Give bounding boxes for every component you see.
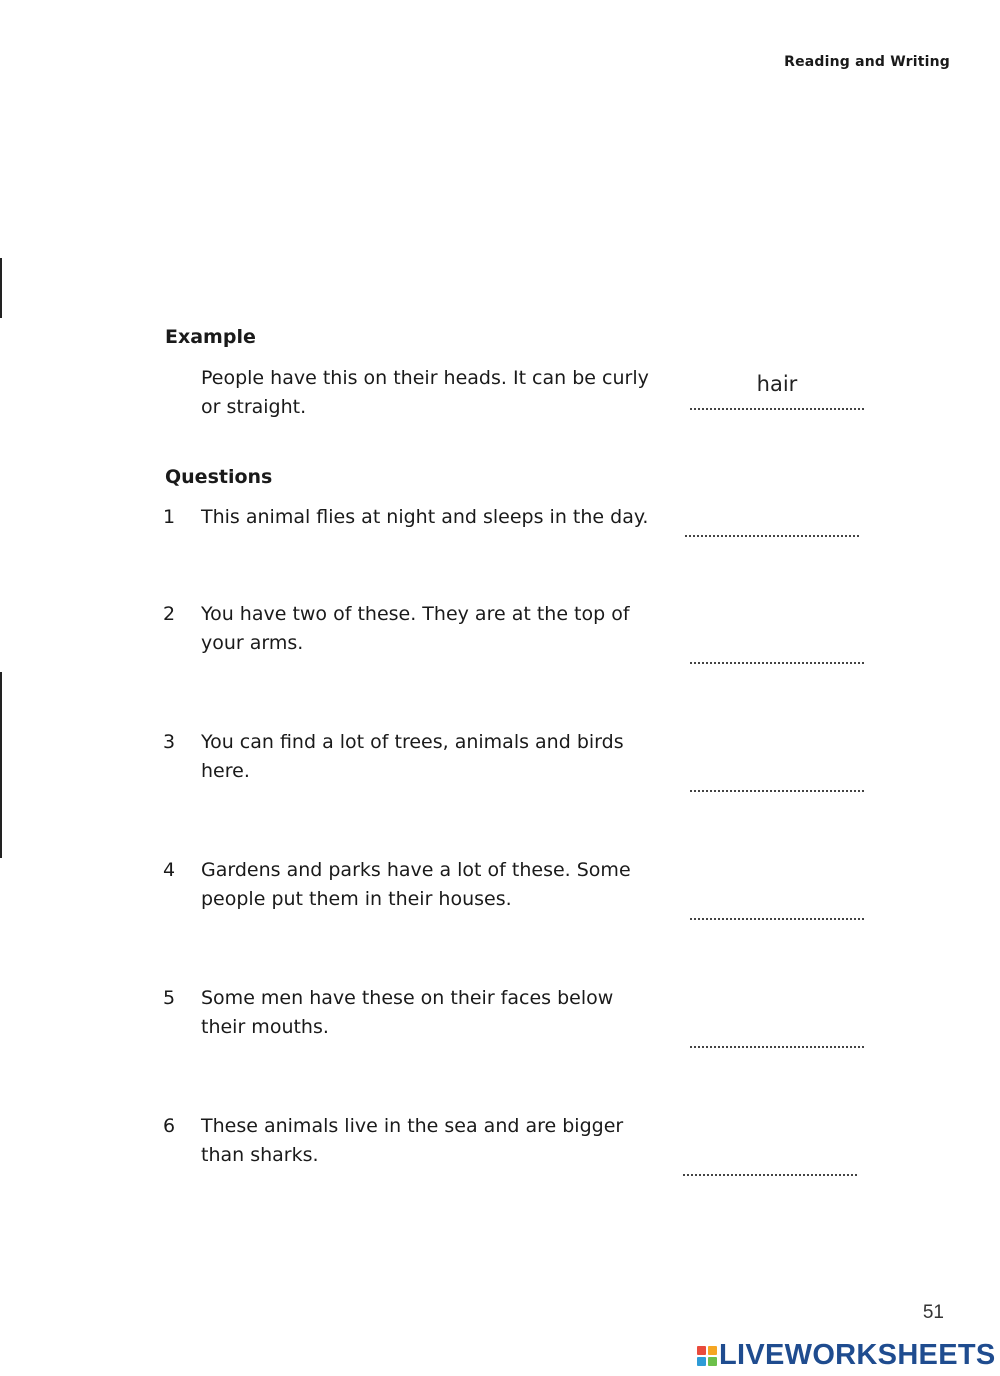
example-answer-line (690, 408, 864, 410)
answer-input-2[interactable] (690, 662, 864, 664)
section-title: Reading and Writing (784, 54, 950, 70)
question-number: 4 (163, 859, 176, 881)
questions-heading: Questions (165, 466, 273, 488)
question-text: You can find a lot of trees, animals and birds here. (201, 731, 624, 782)
brand-name: LIVEWORKSHEETS (719, 1339, 996, 1371)
question-number: 3 (163, 731, 176, 753)
question-number: 6 (163, 1115, 176, 1137)
question-number: 2 (163, 603, 176, 625)
question-number: 1 (163, 506, 176, 528)
answer-input-4[interactable] (690, 918, 864, 920)
answer-input-3[interactable] (690, 790, 864, 792)
liveworksheets-blocks-icon (697, 1346, 717, 1366)
answer-input-1[interactable] (685, 535, 859, 537)
page-number: 51 (922, 1302, 944, 1323)
question-text: This animal flies at night and sleeps in the day. (201, 506, 649, 528)
question-text: Gardens and parks have a lot of these. Some people put them in their houses. (201, 859, 631, 910)
example-heading: Example (165, 326, 256, 348)
answer-input-5[interactable] (690, 1046, 864, 1048)
scan-mark (0, 672, 2, 858)
liveworksheets-logo (697, 1339, 996, 1372)
question-text: You have two of these. They are at the top of your arms. (201, 603, 630, 654)
question-text: These animals live in the sea and are bigger than sharks. (201, 1115, 624, 1166)
example-answer: hair (756, 372, 798, 396)
example-text: People have this on their heads. It can be curly or straight. (201, 367, 649, 418)
question-text: Some men have these on their faces below their mouths. (201, 987, 614, 1038)
answer-input-6[interactable] (683, 1174, 857, 1176)
scan-mark (0, 258, 2, 318)
question-number: 5 (163, 987, 176, 1009)
